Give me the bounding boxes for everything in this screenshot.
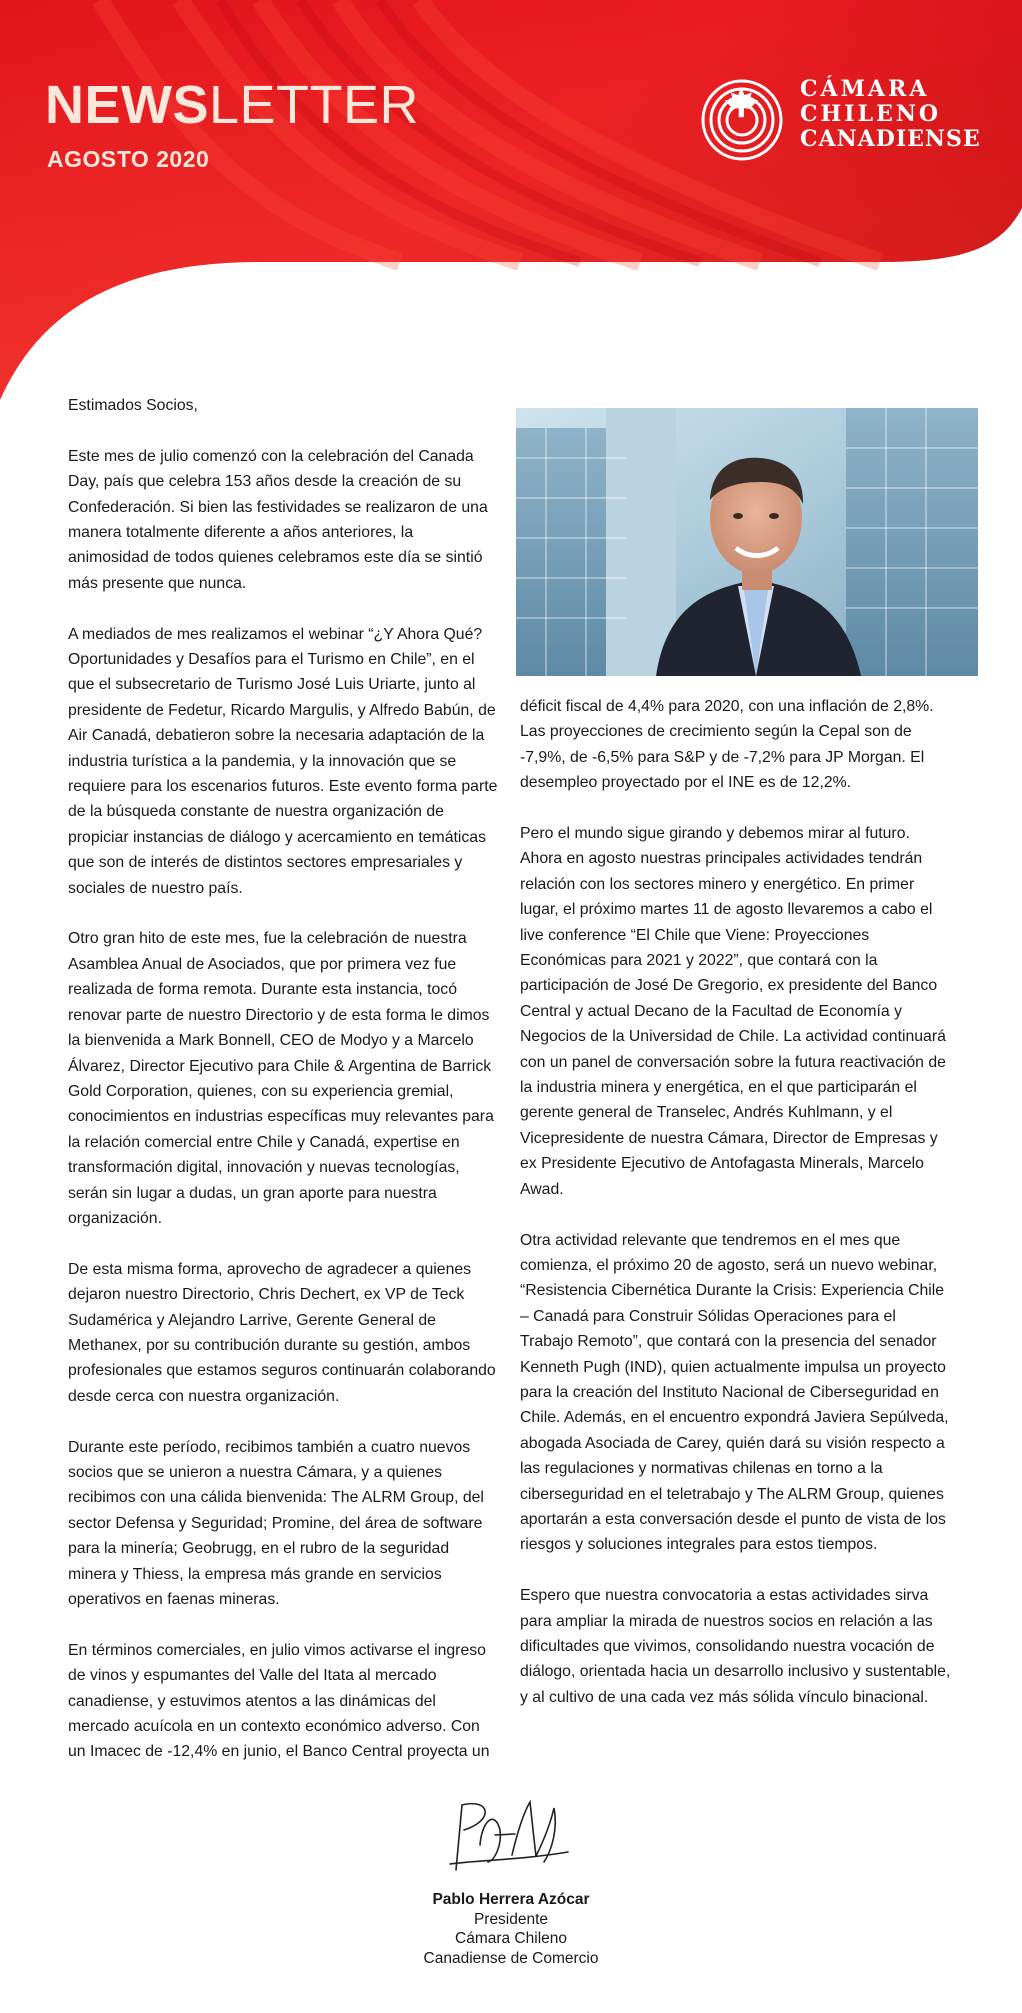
title-regular: LETTER — [209, 75, 420, 135]
paragraph-ciberseguridad: Otra actividad relevante que tendremos en el mes que comienza, el próximo 20 de agosto, será un nuevo webinar, “Resistencia Cibernética Durante la Crisis: Experiencia Chile – Canadá para Construir Sólidas Operaciones para el Trabajo Remoto”, que contará con la presencia del senador Kenneth Pugh (IND), quien actualmente impulsa un proyecto para la creación del Instituto Nacional de Ciberseguridad en Chile. Además, en el encuentro expondrá Javiera Sepúlveda, abogada Asociada de Carey, quién dará su visión respecto a las regulaciones y normativas chilenas en torno a la ciberseguridad en el teletrabajo y The ALRM Group, quienes aportarán a esta conversación desde el punto de vista de los riesgos y soluciones integrales para estos tiempos. — [520, 1231, 949, 1554]
letter-right-column — [520, 694, 952, 1736]
paragraph-nuevos-socios: Durante este período, recibimos también a cuatro nuevos socios que se unieron a nuestra Cámara, y a quienes recibimos con una cálida bienvenida: The ALRM Group, del sector Defensa y Seguridad; Promine, del área de software para la minería; Geobrugg, en el rubro de la seguridad minera y Thiess, la empresa más grande en servicios operativos en faenas mineras. — [68, 1438, 484, 1609]
logo-line-2: CHILENO — [800, 101, 942, 127]
portrait-image — [516, 408, 978, 676]
newsletter-title — [45, 75, 420, 135]
signature-block — [0, 1890, 1022, 1968]
paragraph-asamblea: Otro gran hito de este mes, fue la celebración de nuestra Asamblea Anual de Asociados, que por primera vez fue realizada de forma remota. Durante esta instancia, tocó renovar parte de nuestro Directorio y de esta forma le dimos la bienvenida a Mark Bonnell, CEO de Modyo y a Marcelo Álvarez, Director Ejecutivo para Chile & Argentina de Barrick Gold Corporation, quienes, con su experiencia gremial, conocimientos en industrias específicas muy relevantes para la relación comercial entre Chile y Canadá, expertise en transformación digital, innovación y nuevas tecnologías, serán sin lugar a dudas, un gran aporte para nuestra organización. — [68, 930, 494, 1227]
president-photo — [516, 408, 978, 676]
signer-role: Presidente — [473, 1910, 549, 1928]
paragraph-proyecciones: déficit fiscal de 4,4% para 2020, con una inflación de 2,8%. Las proyecciones de crecimiento según la Cepal son de -7,9%, de -6,5% para S&P y de -7,2% para JP Morgan. El desempleo proyectado por el INE es de 12,2%. — [520, 698, 934, 792]
paragraph-live-conference: Pero el mundo sigue girando y debemos mirar al futuro. Ahora en agosto nuestras principales actividades tendrán relación con los sectores minero y energético. En primer lugar, el próximo martes 11 de agosto llevaremos a cabo el live conference “El Chile que Viene: Proyecciones Económicas para 2021 y 2022”, que contará con la participación de José De Gregorio, ex presidente del Banco Central y actual Decano de la Facultad de Economía y Negocios de la Universidad de Chile. La actividad continuará con un panel de conversación sobre la futura reactivación de la industria minera y energética, en el que participarán el gerente general de Transelec, Andrés Kuhlmann, y el Vicepresidente de nuestra Cámara, Director de Empresas y ex Presidente Ejecutivo de Antofagasta Minerals, Marcelo Awad. — [520, 825, 946, 1198]
camara-logo — [700, 76, 981, 162]
letter-left-column — [68, 393, 498, 1790]
header-background — [0, 0, 1022, 400]
signer-org-line-2: Canadiense de Comercio — [423, 1949, 599, 1967]
signer-name: Pablo Herrera Azócar — [432, 1891, 590, 1908]
newsletter-date: AGOSTO 2020 — [47, 146, 210, 172]
greeting: Estimados Socios, — [68, 397, 198, 414]
logo-line-3: CANADIENSE — [800, 126, 981, 152]
maple-circle-icon — [700, 78, 784, 162]
paragraph-canada-day: Este mes de julio comenzó con la celebración del Canada Day, país que celebra 153 años desde la creación de su Confederación. Si bien las festividades se realizaron de una manera totalmente diferente a años anteriores, la animosidad de todos quienes celebramos este día se sintió más presente que nunca. — [68, 447, 488, 592]
header-banner — [0, 0, 1022, 400]
signer-org-line-1: Cámara Chileno — [455, 1930, 567, 1947]
paragraph-agradecimientos: De esta misma forma, aprovecho de agradecer a quienes dejaron nuestro Directorio, Chris Dechert, ex VP de Teck Sudamérica y Alejandro Larrive, Gerente General de Methanex, por su contribución durante su gestión, ambos profesionales que estamos seguros continuarán colaborando desde cerca con nuestra organización. — [68, 1260, 496, 1405]
paragraph-comercial: En términos comerciales, en julio vimos activarse el ingreso de vinos y espumantes del Valle del Itata al mercado canadiense, y estuvimos atentos a las dinámicas del mercado acuícola en un contexto económico adverso. Con un Imacec de -12,4% en junio, el Banco Central proyecta un — [68, 1641, 490, 1761]
paragraph-cierre: Espero que nuestra convocatoria a estas actividades sirva para ampliar la mirada de nuestros socios en relación a las dificultades que vivimos, consolidando nuestra vocación de diálogo, orientada hacia un desarrollo inclusivo y sustentable, y al cultivo de una cada vez más sólida vínculo binacional. — [520, 1587, 951, 1706]
logo-line-1: CÁMARA — [800, 76, 930, 102]
handwritten-signature — [440, 1790, 580, 1885]
paragraph-webinar-turismo: A mediados de mes realizamos el webinar “¿Y Ahora Qué? Oportunidades y Desafíos para el Turismo en Chile”, en el que el subsecretario de Turismo José Luis Uriarte, junto al presidente de Fedetur, Ricardo Margulis, y Alfredo Babún, de Air Canadá, debatieron sobre la necesaria adaptación de la industria turística a la pandemia, y la innovación que se requiere para los escenarios futuros. Este evento forma parte de la búsqueda constante de nuestra organización de propiciar instancias de diálogo y acercamiento en temáticas que son de interés de distintos sectores empresariales y sociales de nuestro país. — [68, 625, 498, 897]
logo-text — [800, 78, 981, 153]
title-bold: NEWS — [45, 75, 209, 135]
